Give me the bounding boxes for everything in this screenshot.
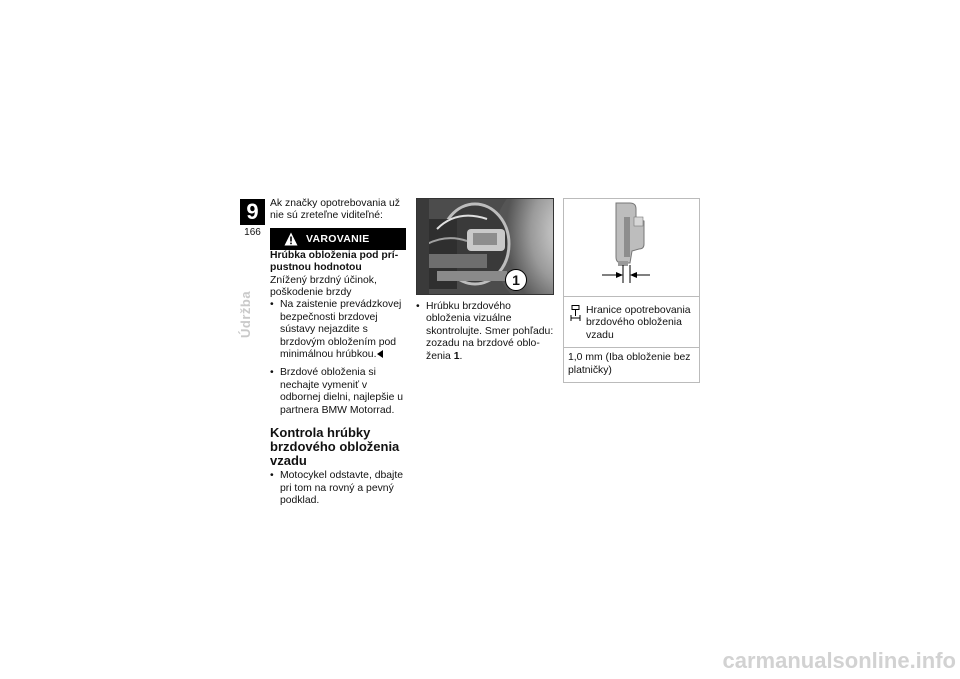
intro-text: Ak značky opotrebovania už nie sú zreteľne viditeľné: [270,198,400,222]
bullet-text: Hrúbku brzdového obloženia vizuálne skontrolujte. Smer pohľadu: zozadu na brzdové obloženia [426,301,554,362]
bullet-text: Motocykel odstavte, dbajte pri tom na rovný a pevný podklad. [280,470,404,506]
section-heading: Kontrola hrúbky brzdového obloženia vzadu [270,425,400,469]
bullet-text: Na zaistenie prevádzkovej bezpečnosti brzdovej sústavy nejazdite s brzdovým obložením pod minimálnou hrúbkou. [280,299,402,361]
column-2 [416,198,554,363]
bullet-item [270,367,406,417]
callout-ref: 1 [453,350,460,362]
brake-photo-image [417,199,553,294]
page-number: 166 [244,227,261,238]
bullet-item [416,301,554,363]
spec-title-row [564,297,699,347]
chapter-number: 9 [240,199,265,225]
column-1 [270,198,406,507]
chapter-tab [240,199,265,238]
brake-pad-diagram-image [564,199,699,296]
bullet-item [270,470,406,507]
bullet-dot: • [270,299,274,311]
warning-text: Znížený brzdný účinok, poškodenie brzdy [270,274,377,299]
warning-bar [270,228,406,250]
chapter-title-vertical [238,278,258,338]
warning-heading: Hrúbka obloženia pod prípustnou hodnotou [270,249,399,274]
spec-title: Hranice opotrebovania brzdového obloženia vzadu [586,305,691,341]
warning-label: VAROVANIE [306,232,370,245]
spec-value-row [564,347,699,382]
photo-callout-1: 1 [505,269,527,291]
brake-pad-diagram [563,198,700,297]
chapter-title: Údržba [238,290,253,338]
warning-triangle-icon [284,232,298,246]
bullet-item [270,299,406,361]
bullet-dot: • [270,470,274,482]
bullet-end: . [459,350,463,362]
end-mark-icon [377,350,383,358]
bullet-dot: • [270,367,274,379]
spec-value: 1,0 mm (Iba obloženie bez platničky) [568,352,691,376]
spec-table [563,297,700,383]
watermark: carmanualsonline.info [722,648,956,673]
bullet-text: Brzdové obloženia si nechajte vymeniť v odbornej dielni, najlepšie u partnera BMW Motorrad. [280,367,404,416]
measurement-icon [570,305,582,321]
brake-photo [416,198,554,295]
column-3 [563,198,699,383]
bullet-dot: • [416,301,420,312]
